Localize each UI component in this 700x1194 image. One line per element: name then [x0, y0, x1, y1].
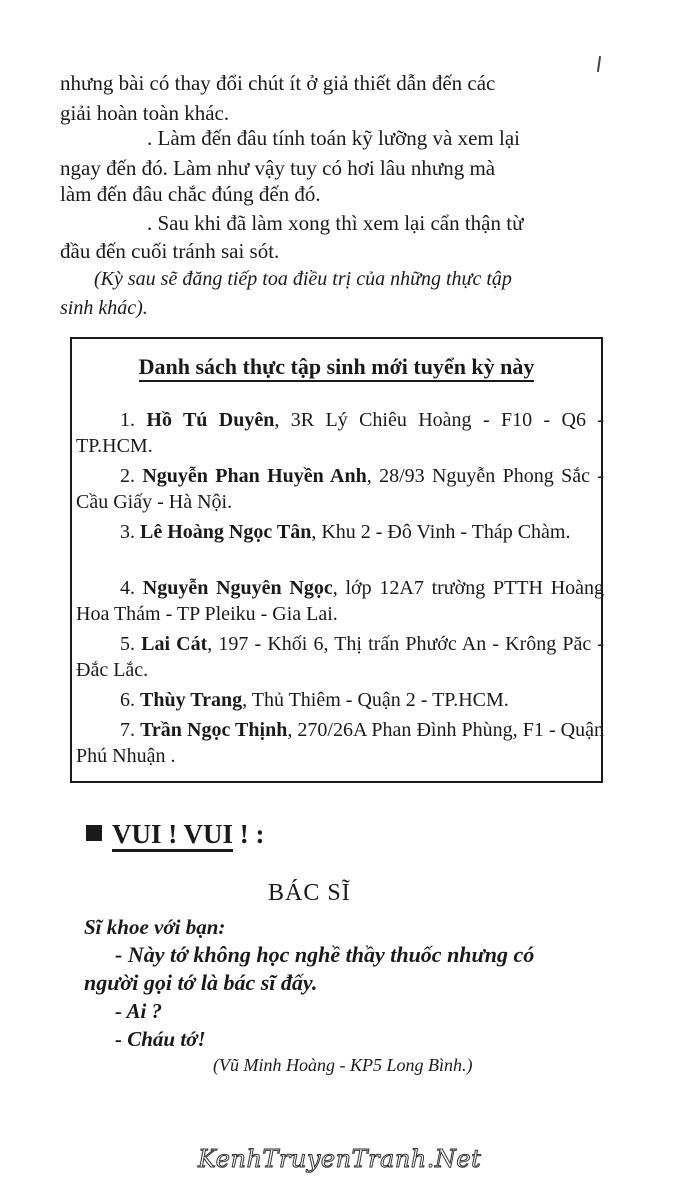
list-item: 1. Hồ Tú Duyên, 3R Lý Chiêu Hoàng - F10 - Q6 - TP.HCM. [76, 409, 605, 457]
joke-line: người gọi tớ là bác sĩ đấy. [84, 970, 318, 995]
editor-note: (Kỳ sau sẽ đăng tiếp toa điều trị của những thực tập [94, 268, 512, 290]
body-line: đầu đến cuối tránh sai sót. [60, 239, 280, 263]
square-bullet-icon [86, 825, 102, 841]
joke-line: - Cháu tớ! [115, 1027, 206, 1051]
body-line: ngay đến đó. Làm như vậy tuy có hơi lâu nhưng mà [60, 156, 496, 180]
joke-line: - Ai ? [115, 999, 163, 1023]
section-heading: VUI ! VUI ! : [86, 817, 265, 851]
editor-note: sinh khác). [60, 297, 148, 319]
list-item: 5. Lai Cát, 197 - Khối 6, Thị trấn Phước An - Krông Păc - Đắc Lắc. [76, 633, 605, 681]
site-watermark: KenhTruyenTranh.Net [198, 1145, 482, 1173]
intern-list-title: Danh sách thực tập sinh mới tuyển kỳ này [72, 353, 601, 381]
list-item: 6. Thùy Trang, Thủ Thiêm - Quận 2 - TP.HCM. [120, 689, 509, 711]
list-item: 2. Nguyễn Phan Huyền Anh, 28/93 Nguyễn Phong Sắc - Cầu Giấy - Hà Nội. [76, 465, 605, 513]
body-line: giải hoàn toàn khác. [60, 101, 230, 125]
intern-list-box [70, 337, 603, 783]
joke-line: Sĩ khoe với bạn: [84, 915, 226, 939]
list-item: 4. Nguyễn Nguyên Ngọc, lớp 12A7 trường PTTH Hoàng Hoa Thám - TP Pleiku - Gia Lai. [76, 577, 605, 625]
body-line: . Sau khi đã làm xong thì xem lại cẩn thận từ [147, 211, 524, 235]
list-item: 7. Trần Ngọc Thịnh, 270/26A Phan Đình Phùng, F1 - Quận Phú Nhuận . [76, 719, 604, 767]
body-line: . Làm đến đâu tính toán kỹ lưỡng và xem lại [147, 126, 520, 150]
joke-line: - Này tớ không học nghề thầy thuốc nhưng có [115, 942, 535, 967]
joke-credit: (Vũ Minh Hoàng - KP5 Long Bình.) [213, 1055, 473, 1075]
body-line: làm đến đâu chắc đúng đến đó. [60, 182, 321, 206]
body-line: nhưng bài có thay đổi chút ít ở giả thiết dẫn đến các [60, 71, 496, 95]
list-item: 3. Lê Hoàng Ngọc Tân, Khu 2 - Đô Vinh - Tháp Chàm. [120, 521, 571, 543]
scan-mark [597, 56, 601, 72]
joke-title: BÁC SĨ [268, 880, 351, 906]
